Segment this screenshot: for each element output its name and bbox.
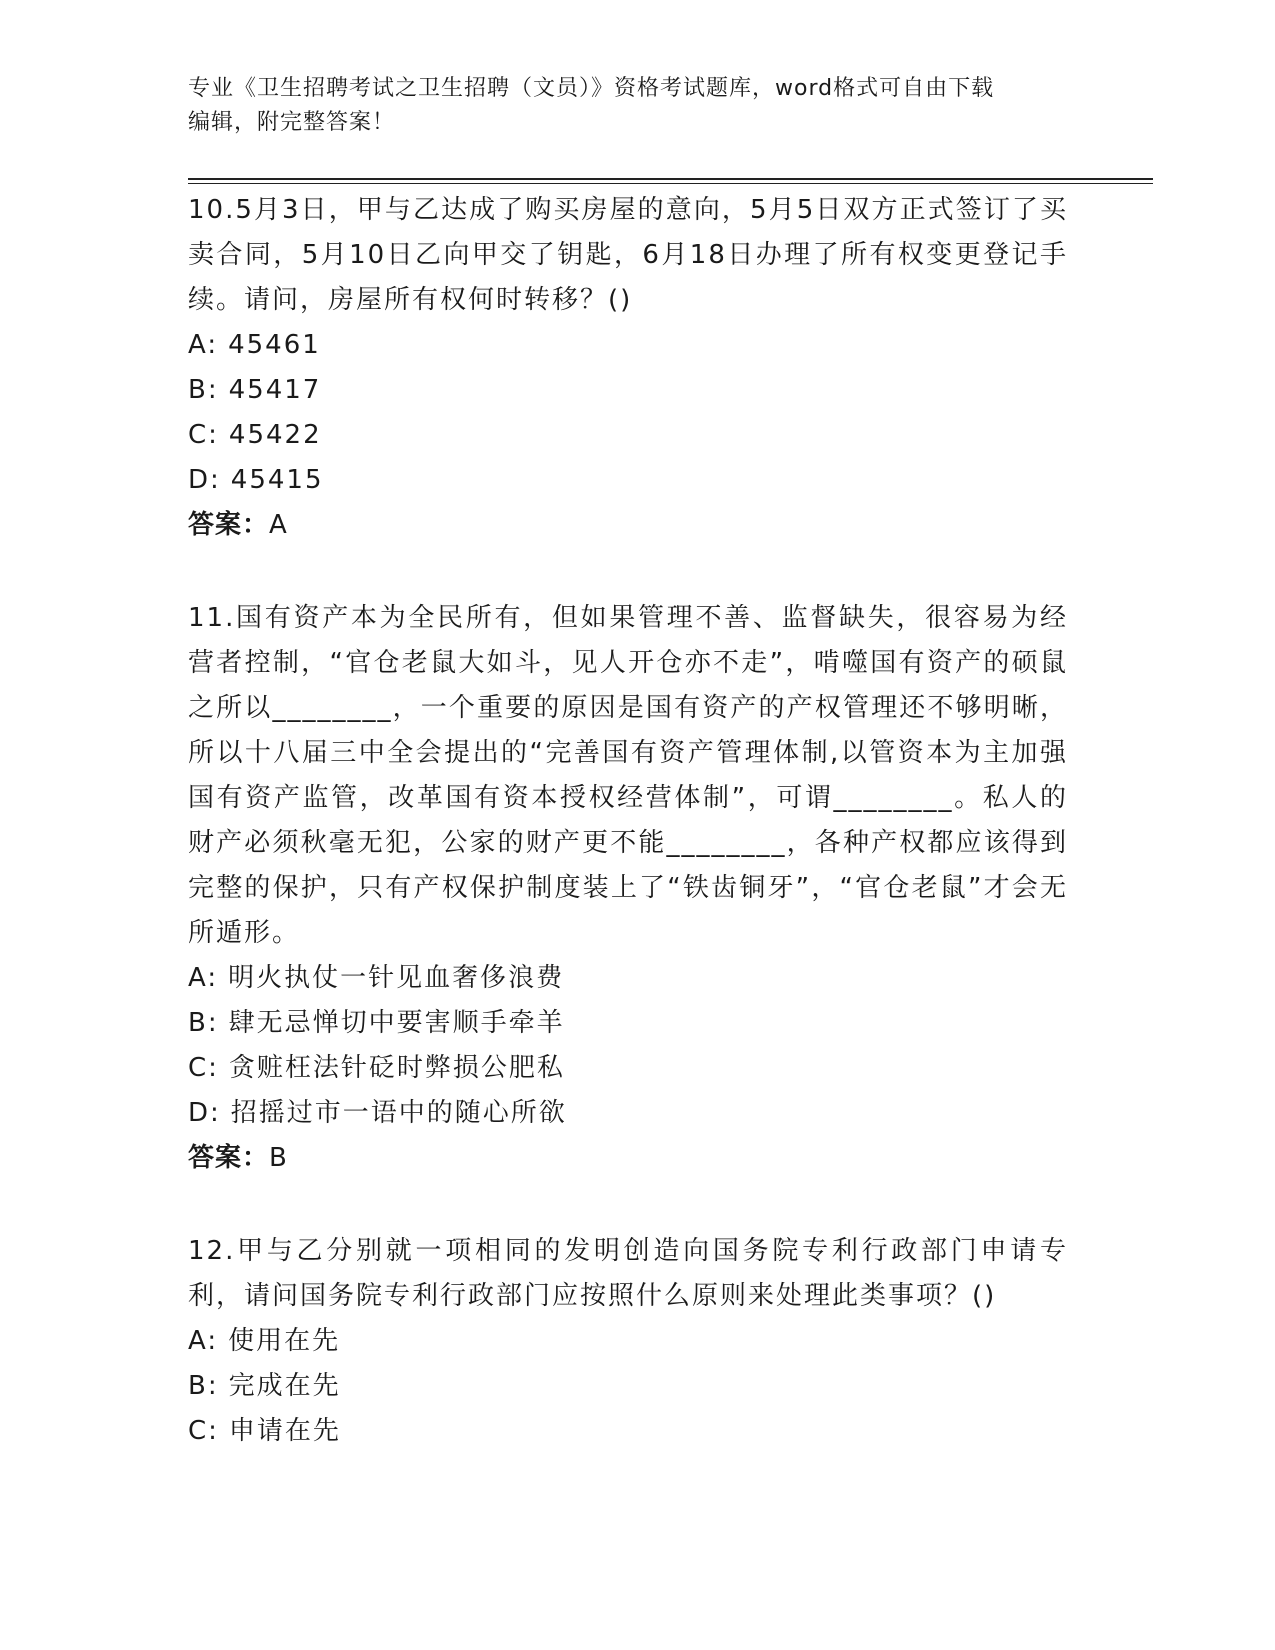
option-b [188,368,1068,413]
option-value: 明火执仗一针见血奢侈浪费 [228,963,565,993]
option-a [188,1319,1068,1364]
document-header [188,72,1068,140]
question-text: 11.国有资产本为全民所有，但如果管理不善、监督缺失，很容易为经营者控制，“官仓老鼠大如斗，见人开仓亦不走”，啃噬国有资产的硕鼠之所以________，一个重要的原因是国有资产的产权管理还不够明晰，所以十八届三中全会提出的“完善国有资产管理体制,以管资本为主加强国有资产监管，改革国有资本授权经营体制”，可谓________。私人的财产必须秋毫无犯，公家的财产更不能________，各种产权都应该得到完整的保护，只有产权保护制度装上了“铁齿铜牙”，“官仓老鼠”才会无所遁形。 [188,603,1068,948]
option-b [188,1364,1068,1409]
question-list [188,188,1068,1502]
option-key: C: [188,420,219,450]
option-value: 申请在先 [228,1416,341,1446]
option-b [188,1001,1068,1046]
option-value: 45415 [230,465,324,495]
option-key: B: [188,1371,219,1401]
option-value: 完成在先 [228,1371,341,1401]
answer-value: A [269,510,288,540]
option-key: A: [188,330,219,360]
option-key: B: [188,375,219,405]
option-d [188,458,1068,503]
answer-line [188,503,1068,548]
option-d [188,1091,1068,1136]
option-value: 45417 [228,375,322,405]
question-11 [188,596,1068,1181]
question-10 [188,188,1068,548]
header-divider-thin [188,183,1153,184]
answer-label: 答案： [188,510,270,540]
header-line-1: 专业《卫生招聘考试之卫生招聘（文员）》资格考试题库，word格式可自由下载 [188,76,995,101]
option-value: 肆无忌惮切中要害顺手牵羊 [228,1008,565,1038]
answer-label: 答案： [188,1143,270,1173]
option-key: B: [188,1008,219,1038]
answer-value: B [269,1143,288,1173]
header-line-2: 编辑，附完整答案！ [188,110,396,135]
option-key: D: [188,1098,221,1128]
answer-line [188,1136,1068,1181]
option-value: 45422 [228,420,322,450]
option-key: C: [188,1416,219,1446]
option-c [188,1409,1068,1454]
option-key: A: [188,1326,219,1356]
question-text: 10.5月3日，甲与乙达成了购买房屋的意向，5月5日双方正式签订了买卖合同，5月10日乙向甲交了钥匙，6月18日办理了所有权变更登记手续。请问，房屋所有权何时转移？() [188,195,1068,315]
option-key: D: [188,465,221,495]
option-c [188,413,1068,458]
option-a [188,323,1068,368]
option-key: C: [188,1053,219,1083]
option-a [188,956,1068,1001]
option-value: 45461 [228,330,321,360]
option-value: 招摇过市一语中的随心所欲 [230,1098,567,1128]
option-value: 贪赃枉法针砭时弊损公肥私 [228,1053,565,1083]
option-c [188,1046,1068,1091]
question-text: 12.甲与乙分别就一项相同的发明创造向国务院专利行政部门申请专利，请问国务院专利行政部门应按照什么原则来处理此类事项？() [188,1236,1068,1311]
question-12 [188,1229,1068,1454]
option-key: A: [188,963,219,993]
option-value: 使用在先 [228,1326,341,1356]
header-divider-thick [188,178,1153,180]
